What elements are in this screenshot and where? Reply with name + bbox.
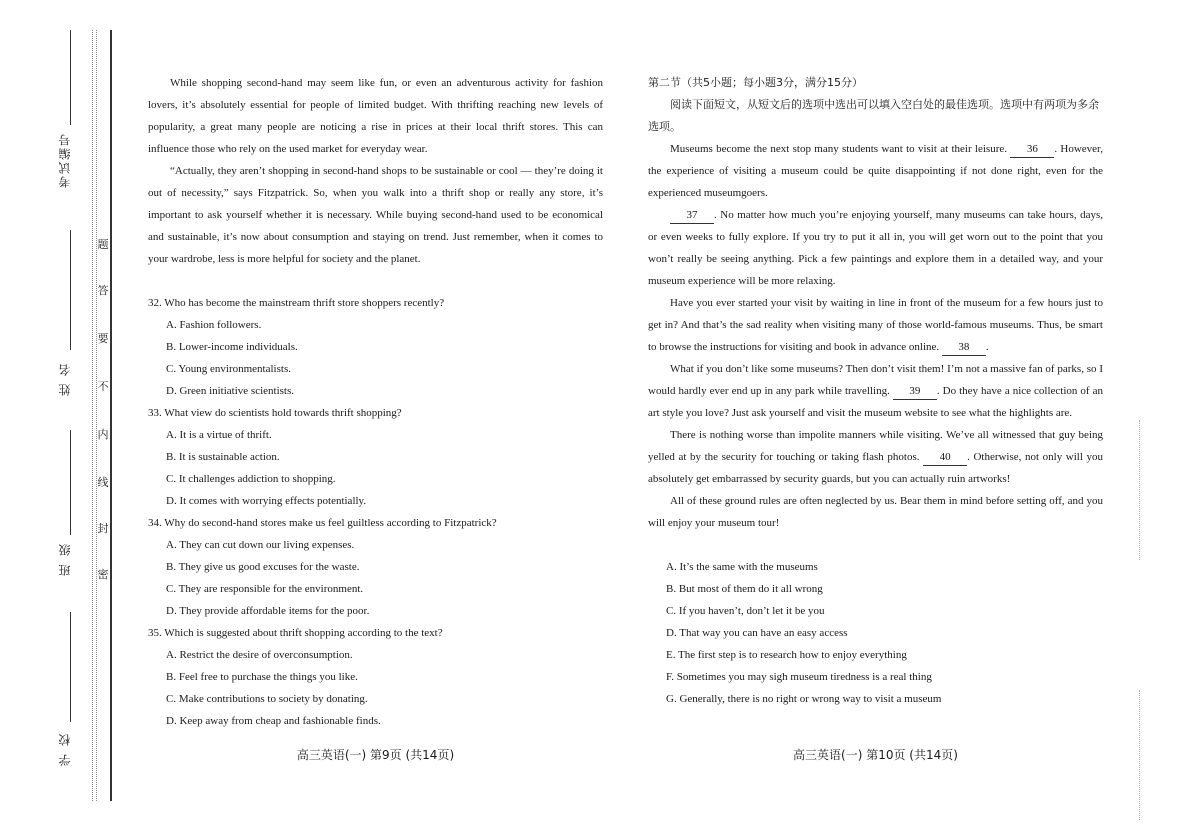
answer-option: A. They can cut down our living expenses. [166,539,355,551]
answer-option: C. Young environmentalists. [166,363,291,375]
page-footer: 高三英语(一) 第9页 (共14页) [296,748,455,762]
seal-notice [97,230,109,590]
choice-option: F. Sometimes you may sigh museum tiredness is a real thing [666,671,932,683]
school-label: 学 校 [58,732,72,766]
answer-option: D. Green initiative scientists. [166,385,294,397]
question-34 [148,512,603,622]
answer-option: C. It challenges addiction to shopping. [166,473,336,485]
seal-char: 内 [97,428,109,441]
question-35 [148,622,603,732]
page-9-column [148,72,603,732]
choice-option: A. It’s the same with the museums [666,561,818,573]
school-line [70,612,71,722]
blank-39[interactable]: 39 [893,383,937,400]
question-stem: 34. Why do second-hand stores make us feel guiltless according to Fitzpatrick? [148,517,497,529]
seal-char: 密 [97,568,109,581]
answer-option: C. Make contributions to society by donating. [166,693,368,705]
choice-option: B. But most of them do it all wrong [666,583,823,595]
seal-char: 答 [97,284,109,297]
seal-char: 要 [97,332,109,345]
seal-char: 封 [97,522,109,535]
section-title: 第二节（共5小题；每小题3分，满分15分） [648,76,863,89]
answer-option: C. They are responsible for the environment. [166,583,364,595]
binding-dotted-line [92,30,93,801]
answer-option: B. They give us good excuses for the waste. [166,561,360,573]
passage-paragraph: Have you ever started your visit by waiting in line in front of the museum for a few hours just to get in? And that’s the sad reality when visiting many of those world-famous museums. Thus, be smart to browse the instructions for visiting and book in advance online. 38 . [648,292,1103,358]
blank-38[interactable]: 38 [942,339,986,356]
name-line [70,230,71,350]
answer-option: A. Fashion followers. [166,319,262,331]
question-stem: 35. Which is suggested about thrift shopping according to the text? [148,627,443,639]
passage-paragraph: While shopping second-hand may seem like fun, or even an adventurous activity for fashion lovers, it’s absolutely essential for people of limited budget. With thrifting reaching new levels of popularity, a great many people are noticing a rise in prices at their local thrift stores. This can influence those who rely on the used market for everyday wear. [148,77,603,155]
name-label: 姓 名 [58,362,72,396]
binding-margin [0,0,125,831]
answer-option: B. Feel free to purchase the things you like. [166,671,358,683]
blank-36[interactable]: 36 [1010,141,1054,158]
seal-char: 线 [97,476,109,489]
section-instructions: 阅读下面短文，从短文后的选项中选出可以填入空白处的最佳选项。选项中有两项为多余选项。 [648,98,1099,133]
question-33 [148,402,603,512]
exam-id-line [70,30,71,125]
exam-id-label: 考试编号 [58,132,72,188]
answer-option: D. Keep away from cheap and fashionable finds. [166,715,381,727]
choice-options [648,556,1103,710]
choice-option: G. Generally, there is no right or wrong way to visit a museum [666,693,942,705]
answer-option: B. It is sustainable action. [166,451,280,463]
choice-option: D. That way you can have an easy access [666,627,848,639]
answer-option: A. It is a virtue of thrift. [166,429,272,441]
question-stem: 32. Who has become the mainstream thrift store shoppers recently? [148,297,445,309]
binding-rule [110,30,112,801]
passage-paragraph: “Actually, they aren’t shopping in second-hand shops to be sustainable or cool — they’re doing it out of necessity,” says Fitzpatrick. So, when you walk into a thrift shop or really any store, it’s important to ask yourself whether it is necessary. While buying second-hand used to be economical and sustainable, it’s now about consumption and staying on trend. Just remember, when it comes to your wardrobe, less is more helpful for society and the planet. [148,165,603,265]
class-label: 班 级 [58,542,72,576]
passage-paragraph: All of these ground rules are often neglected by us. Bear them in mind before setting off, and you will enjoy your museum tour! [648,495,1103,529]
passage-paragraph: What if you don’t like some museums? Then don’t visit them! I’m not a massive fan of parks, so I would hardly ever end up in any park while travelling. 39 . Do they have a nice collection of an art style you love? Just ask yourself and visit the museum website to see what the highlights are. [648,363,1103,419]
passage-paragraph: Museums become the next stop many students want to visit at their leisure. 36 . However, the experience of visiting a museum could be quite disappointing if not done right, even for the experienced museumgoers. [648,143,1103,199]
answer-option: A. Restrict the desire of overconsumption. [166,649,353,661]
choice-option: E. The first step is to research how to enjoy everything [666,649,907,661]
answer-option: D. They provide affordable items for the poor. [166,605,370,617]
answer-option: D. It comes with worrying effects potentially. [166,495,367,507]
right-edge-dots [1139,690,1140,820]
page-footer: 高三英语(一) 第10页 (共14页) [793,748,958,762]
right-edge-dots [1139,420,1140,560]
class-line [70,430,71,535]
page-10-column [648,72,1103,710]
passage-paragraph: 37 . No matter how much you’re enjoying yourself, many museums can take hours, days, or even weeks to fully explore. If you try to put it all in, you will get worn out to the point that you won’t really be seeing anything. Pick a few paintings and explore them in a detailed way, and your museum experience will be more relaxing. [648,209,1103,287]
answer-option: B. Lower-income individuals. [166,341,298,353]
blank-37[interactable]: 37 [670,207,714,224]
passage-paragraph: There is nothing worse than impolite manners while visiting. We’ve all witnessed that guy being yelled at by the security for touching or taking flash photos. 40 . Otherwise, not only will you absolutely get embarrassed by security guards, but you can actually ruin artworks! [648,429,1104,485]
seal-char: 题 [97,238,109,251]
seal-char: 不 [97,380,109,393]
blank-40[interactable]: 40 [923,449,967,466]
choice-option: C. If you haven’t, don’t let it be you [666,605,825,617]
question-stem: 33. What view do scientists hold towards thrift shopping? [148,407,402,419]
question-32 [148,292,603,402]
